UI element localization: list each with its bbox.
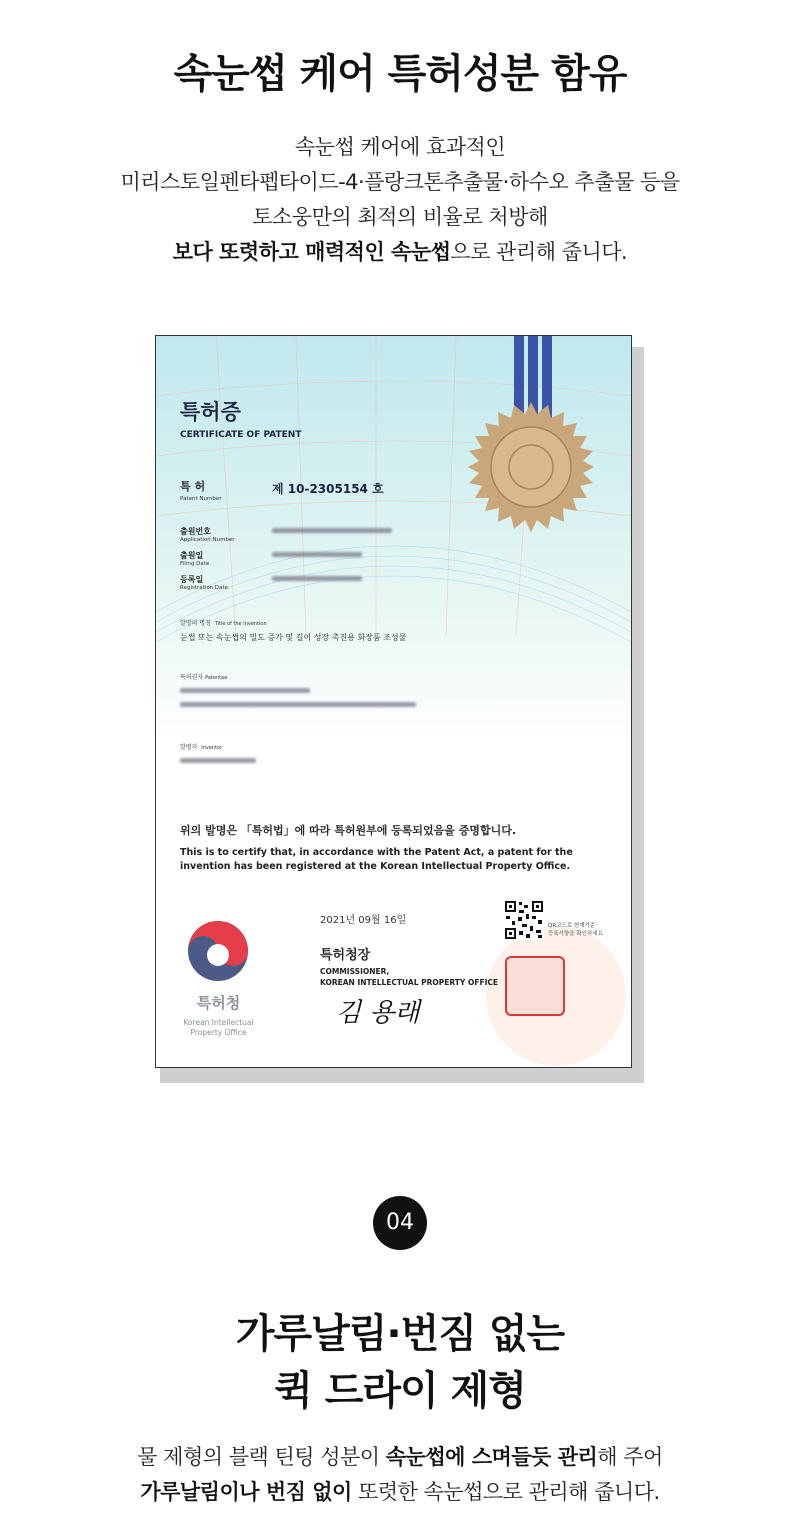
section-description-patent bbox=[0, 130, 800, 270]
section-description-quick-dry bbox=[0, 1440, 800, 1510]
redacted-filing-date bbox=[272, 552, 362, 557]
certificate-subtitle: CERTIFICATE OF PATENT bbox=[180, 430, 302, 440]
patentee-label bbox=[180, 672, 227, 681]
step-badge: 04 bbox=[373, 1196, 427, 1250]
desc-bold: 보다 또렷하고 매력적인 속눈썹 bbox=[172, 240, 451, 264]
section-title-patent: 속눈썹 케어 특허성분 함유 bbox=[173, 51, 627, 97]
inventor-label-en: Inventor bbox=[201, 745, 223, 751]
commissioner-title: 특허청장 bbox=[320, 948, 371, 963]
gold-seal-icon bbox=[466, 402, 596, 532]
kipo-name-en bbox=[156, 1018, 281, 1038]
certify-statement-en: This is to certify that, in accordance with the Patent Act, a patent for the invention has been registered at the Korean Intellectual Property Office. bbox=[180, 847, 573, 872]
redacted-registration-date bbox=[272, 576, 362, 581]
commissioner-en-line1: COMMISSIONER, bbox=[320, 967, 390, 976]
desc-line bbox=[0, 235, 800, 270]
redacted-patentee-line1 bbox=[180, 688, 310, 693]
patentee-label-en: Patentee bbox=[205, 675, 228, 681]
kipo-name-en-line2: Property Office bbox=[190, 1028, 247, 1037]
desc-line: 토소웅만의 최적의 비율로 처방해 bbox=[252, 205, 548, 229]
qr-instruction-line1: QR코드로 현재기준 bbox=[548, 923, 596, 929]
invention-title: 눈썹 또는 속눈썹의 밀도 증가 및 길이 성장 촉진용 화장품 조성물 bbox=[180, 633, 407, 642]
invention-label-en: Title of the Invention bbox=[214, 621, 267, 627]
redacted-application-number bbox=[272, 528, 392, 533]
section-title-quick-dry bbox=[0, 1306, 800, 1420]
desc-text: 또렷한 속눈썹으로 관리해 줍니다. bbox=[351, 1480, 660, 1504]
desc-line bbox=[0, 1440, 800, 1475]
patent-certificate bbox=[155, 335, 632, 1068]
application-label: 출원번호 bbox=[180, 527, 211, 536]
desc-line: 속눈썹 케어에 효과적인 bbox=[294, 135, 506, 159]
issue-date: 2021년 09월 16일 bbox=[320, 915, 407, 926]
desc-rest: 으로 관리해 줍니다. bbox=[450, 240, 628, 264]
redacted-patentee-line2 bbox=[180, 702, 416, 707]
title-line: 가루날림·번짐 없는 bbox=[235, 1311, 565, 1357]
desc-text: 물 제형의 블랙 틴팅 성분이 bbox=[137, 1445, 386, 1469]
patent-label-en: Patent Number bbox=[180, 496, 222, 502]
commissioner-title-en bbox=[320, 966, 498, 988]
patent-label: 특 허 bbox=[180, 480, 206, 493]
kipo-name-en-line1: Korean Intellectual bbox=[183, 1018, 254, 1027]
desc-text: 해 주어 bbox=[597, 1445, 663, 1469]
qr-instruction-line2: 등록사항을 확인하세요 bbox=[548, 931, 603, 937]
kipo-logo-icon bbox=[186, 919, 250, 983]
inventor-label bbox=[180, 742, 222, 751]
desc-line: 미리스토일펜타펩타이드-4·플랑크톤추출물·하수오 추출물 등을 bbox=[120, 170, 680, 194]
application-label-en: Application Number bbox=[180, 537, 235, 543]
filing-label-en: Filing Date bbox=[180, 561, 210, 567]
commissioner-en-line2: KOREAN INTELLECTUAL PROPERTY OFFICE bbox=[320, 978, 499, 987]
patentee-label-ko: 특허권자 bbox=[180, 674, 204, 681]
registration-label: 등록일 bbox=[180, 575, 204, 584]
qr-instruction bbox=[548, 922, 603, 938]
desc-bold: 속눈썹에 스며들듯 관리 bbox=[385, 1445, 598, 1469]
invention-label-ko: 발명의 명칭 bbox=[180, 620, 211, 627]
desc-bold: 가루날림이나 번짐 없이 bbox=[140, 1480, 352, 1504]
invention-label bbox=[180, 618, 267, 627]
redacted-inventor bbox=[180, 758, 256, 763]
kipo-name-ko: 특허청 bbox=[196, 994, 241, 1012]
official-stamp-icon bbox=[505, 956, 565, 1016]
inventor-label-ko: 발명자 bbox=[180, 744, 198, 751]
registration-label-en: Registration Date bbox=[180, 585, 229, 591]
patent-number: 제 10-2305154 호 bbox=[272, 482, 384, 496]
desc-line bbox=[0, 1475, 800, 1510]
certificate-title: 특허증 bbox=[180, 400, 241, 424]
qr-code-icon bbox=[504, 900, 544, 940]
filing-label: 출원일 bbox=[180, 551, 204, 560]
signature: 김 용래 bbox=[336, 998, 420, 1028]
title-line: 퀵 드라이 제형 bbox=[274, 1368, 526, 1414]
certify-statement-ko: 위의 발명은 「특허법」에 따라 특허원부에 등록되었음을 증명합니다. bbox=[180, 824, 517, 837]
